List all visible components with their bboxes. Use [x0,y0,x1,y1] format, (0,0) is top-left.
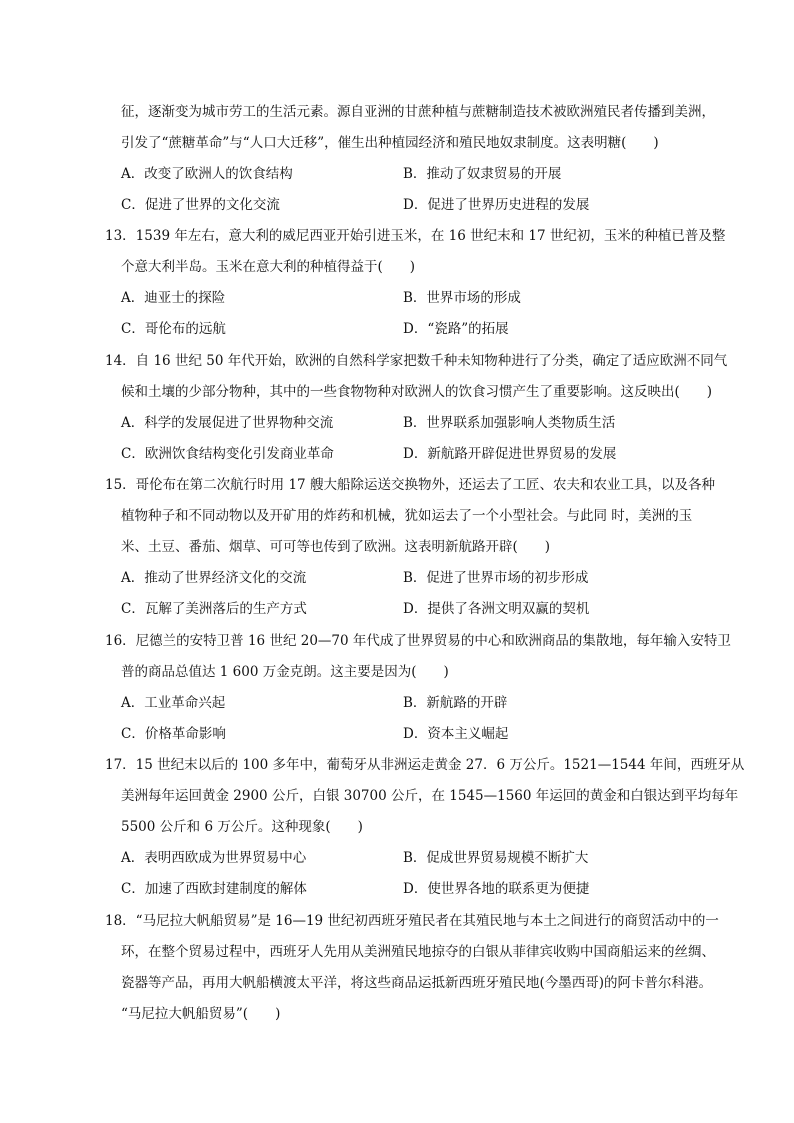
q12-option-c: C．促进了世界的文化交流 [121,197,280,213]
q16-stem-line-1: 16．尼德兰的安特卫普 16 世纪 20—70 年代成了世界贸易的中心和欧洲商品的集散地，每年输入安特卫 [105,633,731,649]
q12-option-b: B．推动了奴隶贸易的开展 [403,166,562,182]
q12-stem-line-2: 引发了“蔗糖革命”与“人口大迁移”，催生出种植园经济和殖民地奴隶制度。这表明糖( ) [121,135,659,151]
q13-option-d: D．“瓷路”的拓展 [403,321,509,337]
q14-option-b: B．世界联系加强影响人类物质生活 [403,415,616,431]
q13-stem-line-1: 13．1539 年左右，意大利的威尼西亚开始引进玉米，在 16 世纪末和 17 世纪初，玉米的种植已普及整 [105,228,726,244]
q17-option-d: D．使世界各地的联系更为便捷 [403,881,590,897]
q18-stem-line-3: 瓷器等产品，再用大帆船横渡太平洋，将这些商品运抵新西班牙殖民地(今墨西哥)的阿卡普尔科港。 [121,975,713,991]
q15-option-c: C．瓦解了美洲落后的生产方式 [121,601,307,617]
q14-stem-line-2: 候和土壤的少部分物种，其中的一些食物物种对欧洲人的饮食习惯产生了重要影响。这反映出( ) [121,384,713,400]
q16-option-d: D．资本主义崛起 [403,726,509,742]
q17-stem-line-3: 5500 公斤和 6 万公斤。这种现象( ) [121,819,363,835]
q14-option-a: A．科学的发展促进了世界物种交流 [121,415,334,431]
q13-stem-line-2: 个意大利半岛。玉米在意大利的种植得益于( ) [121,259,416,275]
q18-stem-line-1: 18．“马尼拉大帆船贸易”是 16—19 世纪初西班牙殖民者在其殖民地与本土之间进行的商贸活动中的一 [105,913,719,929]
q12-option-d: D．促进了世界历史进程的发展 [403,197,590,213]
q14-stem-line-1: 14．自 16 世纪 50 年代开始，欧洲的自然科学家把数千种未知物种进行了分类，确定了适应欧洲不同气 [105,353,728,369]
q15-option-b: B．促进了世界市场的初步形成 [403,570,589,586]
q15-option-a: A．推动了世界经济文化的交流 [121,570,307,586]
q14-option-d: D．新航路开辟促进世界贸易的发展 [403,446,617,462]
q13-option-b: B．世界市场的形成 [403,290,521,306]
q15-stem-line-3: 米、土豆、番茄、烟草、可可等也传到了欧洲。这表明新航路开辟( ) [121,539,551,555]
q18-stem-line-2: 环，在整个贸易过程中，西班牙人先用从美洲殖民地掠夺的白银从菲律宾收购中国商船运来的丝绸、 [121,944,715,960]
q13-option-a: A．迪亚士的探险 [121,290,226,306]
q16-option-b: B．新航路的开辟 [403,695,508,711]
q16-stem-line-2: 普的商品总值达 1 600 万金克朗。这主要是因为( ) [121,664,449,680]
q17-option-b: B．促成世界贸易规模不断扩大 [403,850,589,866]
q16-option-c: C．价格革命影响 [121,726,226,742]
q17-stem-line-2: 美洲每年运回黄金 2900 公斤，白银 30700 公斤，在 1545—1560 年运回的黄金和白银达到平均每年 [121,788,739,804]
q15-stem-line-1: 15．哥伦布在第二次航行时用 17 艘大船除运送交换物外，还运去了工匠、农夫和农业工具，以及各种 [105,477,715,493]
q15-stem-line-2: 植物种子和不同动物以及开矿用的炸药和机械，犹如运去了一个小型社会。与此同 时，美洲的玉 [121,508,693,524]
q16-option-a: A．工业革命兴起 [121,695,226,711]
q18-stem-line-4: “马尼拉大帆船贸易”( ) [121,1006,281,1022]
q15-option-d: D．提供了各洲文明双赢的契机 [403,601,590,617]
q17-option-a: A．表明西欧成为世界贸易中心 [121,850,307,866]
q12-stem-line-1: 征，逐渐变为城市劳工的生活元素。源自亚洲的甘蔗种植与蔗糖制造技术被欧洲殖民者传播到美洲， [121,104,715,120]
q12-option-a: A．改变了欧洲人的饮食结构 [121,166,293,182]
q17-stem-line-1: 17．15 世纪末以后的 100 多年中，葡萄牙从非洲运走黄金 27．6 万公斤。1521—1544 年间，西班牙从 [105,757,745,773]
q17-option-c: C．加速了西欧封建制度的解体 [121,881,307,897]
q14-option-c: C．欧洲饮食结构变化引发商业革命 [121,446,334,462]
q13-option-c: C．哥伦布的远航 [121,321,226,337]
